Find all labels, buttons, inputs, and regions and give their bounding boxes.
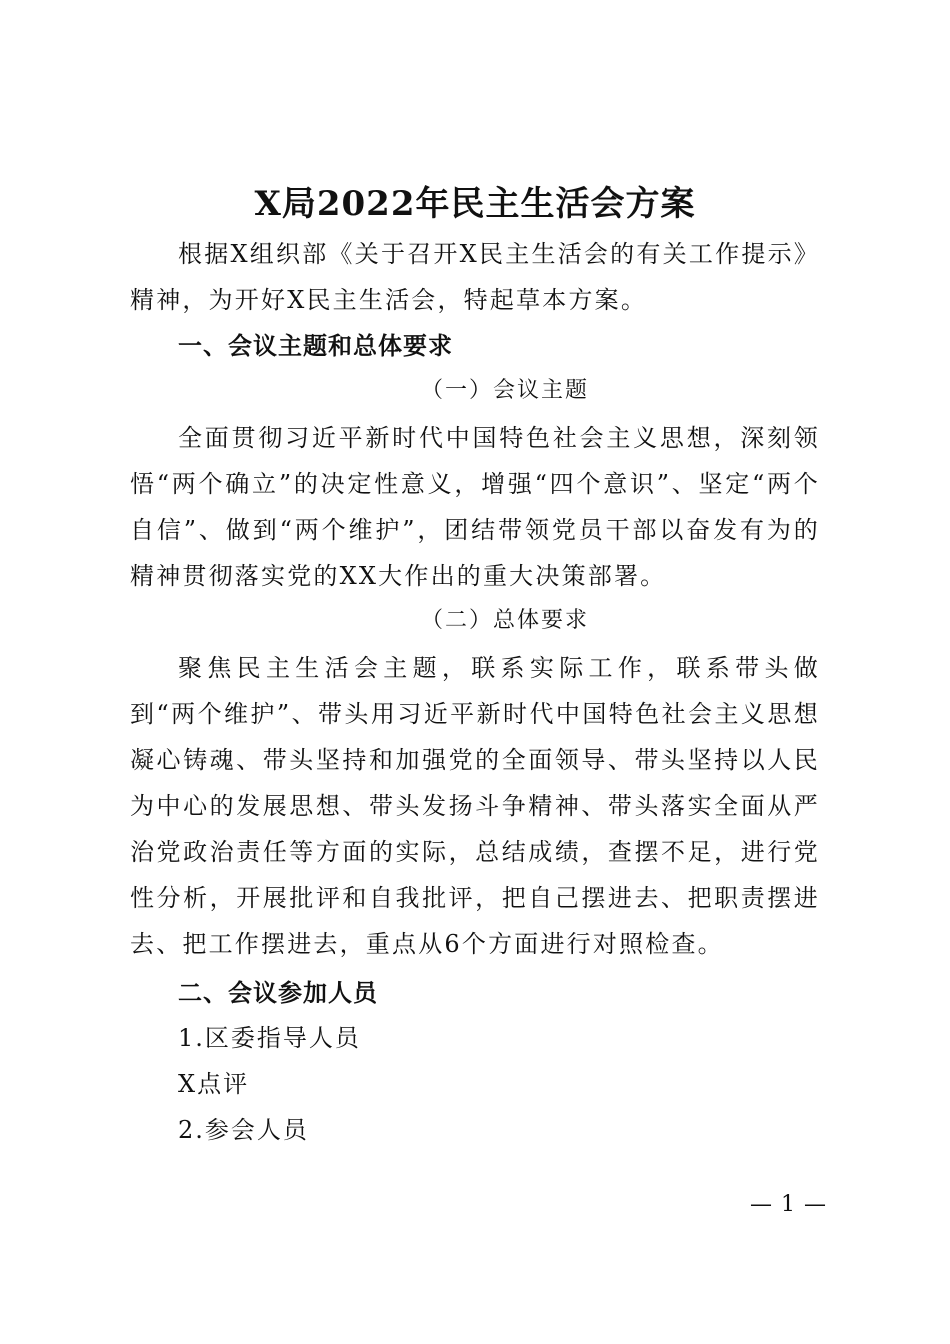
section2-item1: 1.区委指导人员 [178,1024,361,1052]
section1-sub2-heading: （二）总体要求 [420,608,589,633]
section2-heading: 二、会议参加人员 [178,979,378,1007]
section1-sub1-heading: （一）会议主题 [420,378,589,403]
section2-item2: 2.参会人员 [178,1116,309,1144]
section1-sub2-paragraph: 聚焦民主生活会主题，联系实际工作，联系带头做到“两个维护”、带头用习近平新时代中国特色社会主义思想凝心铸魂、带头坚持和加强党的全面领导、带头坚持以人民为中心的发展思想、带头发扬斗争精神、带头落实全面从严治党政治责任等方面的实际，总结成绩，查摆不足，进行党性分析，开展批评和自我批评，把自己摆进去、把职责摆进去、把工作摆进去，重点从6个方面进行对照检查。 [130,654,820,958]
document-title: X局2022年民主生活会方案 [254,184,696,224]
page-number: — 1 — [750,1192,827,1217]
section2-item1-detail: X点评 [178,1070,250,1098]
intro-paragraph: 根据X组织部《关于召开X民主生活会的有关工作提示》精神，为开好X民主生活会，特起草本方案。 [130,240,820,314]
section1-heading: 一、会议主题和总体要求 [178,332,453,360]
section1-sub1-paragraph: 全面贯彻习近平新时代中国特色社会主义思想，深刻领悟“两个确立”的决定性意义，增强“四个意识”、坚定“两个自信”、做到“两个维护”，团结带领党员干部以奋发有为的精神贯彻落实党的XX大作出的重大决策部署。 [130,424,820,590]
